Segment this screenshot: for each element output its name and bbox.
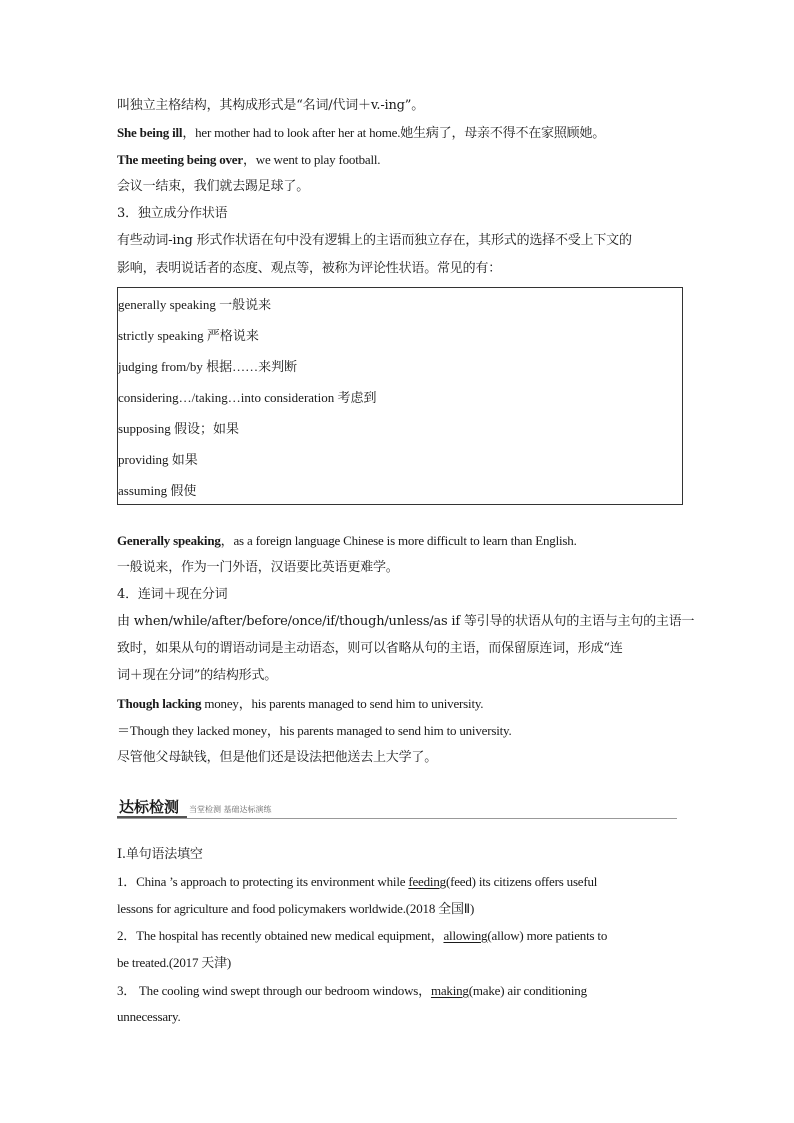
bold-phrase: Though lacking bbox=[117, 696, 202, 711]
question-line bbox=[117, 983, 677, 999]
example-line bbox=[117, 696, 677, 712]
box-item: judging from/by 根据……来判断 bbox=[118, 359, 298, 374]
text-span: (feed) its citizens offers useful bbox=[445, 874, 598, 889]
example-line: ＝Though they lacked money，his parents managed to send him to university. bbox=[117, 723, 512, 738]
text-span: money，his parents managed to send him to university. bbox=[201, 696, 484, 711]
box-item: supposing 假设；如果 bbox=[118, 421, 239, 436]
text-span: (make) air conditioning bbox=[468, 983, 587, 998]
text-line: 会议一结束，我们就去踢足球了。 bbox=[117, 179, 310, 194]
bold-phrase: The meeting being over bbox=[117, 152, 243, 167]
answer-blank: feeding bbox=[408, 874, 446, 889]
section-title: 达标检测 bbox=[119, 798, 180, 816]
text-line: 致时，如果从句的谓语动词是主动语态，则可以省略从句的主语，而保留原连词，形成“连 bbox=[117, 641, 623, 656]
box-item: generally speaking 一般说来 bbox=[118, 297, 272, 312]
box-item: providing 如果 bbox=[118, 452, 198, 467]
text-span: (allow) more patients to bbox=[487, 928, 608, 943]
example-line bbox=[117, 152, 677, 168]
text-line: 尽管他父母缺钱，但是他们还是设法把他送去上大学了。 bbox=[117, 750, 438, 765]
question-line bbox=[117, 928, 677, 944]
section-divider bbox=[117, 818, 677, 819]
exercise-heading: Ⅰ.单句语法填空 bbox=[117, 847, 203, 862]
subheading: 4．连词＋现在分词 bbox=[117, 587, 228, 602]
question-line bbox=[117, 874, 677, 890]
answer-blank: allowing bbox=[443, 928, 488, 943]
text-line: 叫独立主格结构，其构成形式是“名词/代词＋v.-ing”。 bbox=[117, 98, 425, 113]
question-line: unnecessary. bbox=[117, 1009, 181, 1024]
answer-blank: making bbox=[430, 983, 469, 998]
example-line bbox=[117, 125, 677, 141]
text-span: ，her mother had to look after her at home.她生病了，母亲不得不在家照顾她。 bbox=[182, 125, 606, 140]
text-line: 有些动词-ing 形式作状语在句中没有逻辑上的主语而独立存在，其形式的选择不受上下文的 bbox=[117, 233, 632, 248]
text-span: 1．China ’s approach to protecting its environment while bbox=[117, 874, 409, 889]
box-item: considering…/taking…into consideration 考虑到 bbox=[118, 390, 377, 405]
bold-phrase: Generally speaking bbox=[117, 533, 221, 548]
question-line: be treated.(2017 天津) bbox=[117, 955, 232, 970]
section-subtitle: 当堂检测 基础达标演练 bbox=[189, 805, 272, 814]
bold-phrase: She being ill bbox=[117, 125, 183, 140]
phrase-box bbox=[117, 287, 683, 505]
text-line: 影响，表明说话者的态度、观点等，被称为评论性状语。常见的有： bbox=[117, 261, 502, 276]
question-line: lessons for agriculture and food policymakers worldwide.(2018 全国Ⅱ) bbox=[117, 901, 475, 916]
text-line: 词＋现在分词”的结构形式。 bbox=[117, 668, 278, 683]
box-item: assuming 假使 bbox=[118, 483, 197, 498]
text-span: ，we went to play football. bbox=[242, 152, 381, 167]
section-header bbox=[117, 794, 677, 822]
text-span: 2．The hospital has recently obtained new medical equipment， bbox=[117, 928, 444, 943]
example-line bbox=[117, 533, 677, 549]
text-span: ，as a foreign language Chinese is more difficult to learn than English. bbox=[220, 533, 577, 548]
text-line: 由 when/while/after/before/once/if/though/unless/as if 等引导的状语从句的主语与主句的主语一 bbox=[117, 614, 695, 629]
subheading: 3．独立成分作状语 bbox=[117, 206, 228, 221]
text-span: 3． The cooling wind swept through our bedroom windows， bbox=[117, 983, 431, 998]
text-line: 一般说来，作为一门外语，汉语要比英语更难学。 bbox=[117, 560, 399, 575]
box-item: strictly speaking 严格说来 bbox=[118, 328, 259, 343]
